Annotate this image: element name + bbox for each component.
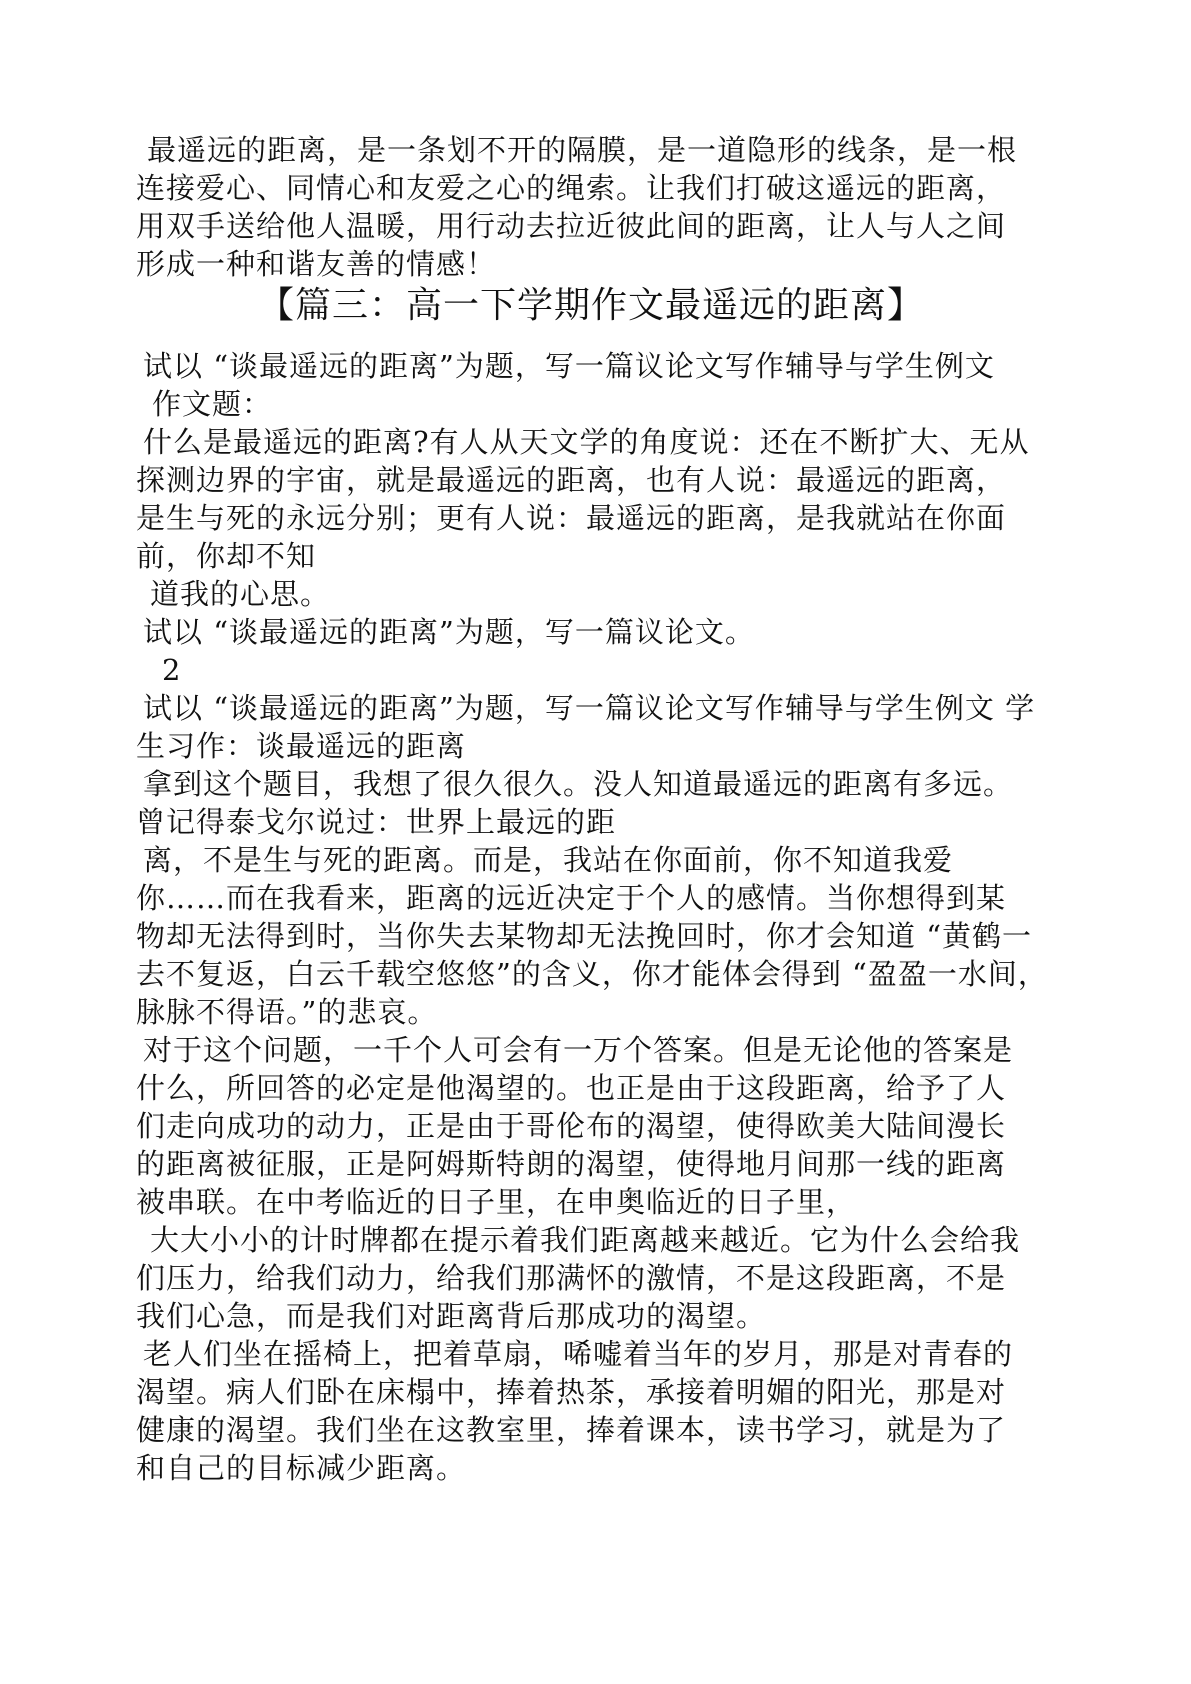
paragraph-line: 什么，所回答的必定是他渴望的。也正是由于这段距离，给予了人: [136, 1071, 1007, 1105]
paragraph-line: 老人们坐在摇椅上，把着草扇，唏嘘着当年的岁月，那是对青春的: [143, 1337, 1014, 1371]
paragraph-line: 物却无法得到时，当你失去某物却无法挽回时，你才会知道 “黄鹤一: [136, 919, 1033, 953]
paragraph-line: 们走向成功的动力，正是由于哥伦布的渴望，使得欧美大陆间漫长: [136, 1109, 1007, 1143]
paragraph-line: 什么是最遥远的距离?有人从天文学的角度说：还在不断扩大、无从: [143, 425, 1030, 459]
paragraph-line: 对于这个问题，一千个人可会有一万个答案。但是无论他的答案是: [143, 1033, 1014, 1067]
paragraph-line: 生习作：谈最遥远的距离: [136, 729, 467, 763]
paragraph-line: 拿到这个题目，我想了很久很久。没人知道最遥远的距离有多远。: [143, 767, 1014, 801]
paragraph-line: 是生与死的永远分别；更有人说：最遥远的距离，是我就站在你面: [136, 501, 1007, 535]
paragraph-line: 试以 “谈最遥远的距离”为题，写一篇议论文写作辅导与学生例文 学: [143, 691, 1036, 725]
page-number: 2: [162, 653, 182, 687]
paragraph-line: 被串联。在中考临近的日子里，在申奥临近的日子里，: [136, 1185, 857, 1219]
paragraph-line: 曾记得泰戈尔说过：世界上最远的距: [136, 805, 617, 839]
paragraph-line: 的距离被征服，正是阿姆斯特朗的渴望，使得地月间那一线的距离: [136, 1147, 1007, 1181]
paragraph-line: 去不复返，白云千载空悠悠”的含义，你才能体会得到 “盈盈一水间，: [136, 957, 1048, 991]
paragraph-line: 离，不是生与死的距离。而是，我站在你面前，你不知道我爱: [143, 843, 954, 877]
paragraph-line: 脉脉不得语。”的悲哀。: [136, 995, 438, 1029]
paragraph-line: 健康的渴望。我们坐在这教室里，捧着课本，读书学习，就是为了: [136, 1413, 1007, 1447]
paragraph-line: 渴望。病人们卧在床榻中，捧着热茶，承接着明媚的阳光，那是对: [136, 1375, 1007, 1409]
paragraph-line: 最遥远的距离，是一条划不开的隔膜，是一道隐形的线条，是一根: [147, 133, 1018, 167]
paragraph-line: 作文题：: [152, 387, 273, 421]
paragraph-line: 你……而在我看来，距离的远近决定于个人的感情。当你想得到某: [136, 881, 1007, 915]
paragraph-line: 道我的心思。: [150, 577, 331, 611]
paragraph-line: 试以 “谈最遥远的距离”为题，写一篇议论文写作辅导与学生例文: [143, 349, 995, 383]
paragraph-line: 和自己的目标减少距离。: [136, 1451, 467, 1485]
paragraph-line: 们压力，给我们动力，给我们那满怀的激情，不是这段距离，不是: [136, 1261, 1007, 1295]
paragraph-line: 探测边界的宇宙，就是最遥远的距离，也有人说：最遥远的距离，: [136, 463, 1007, 497]
paragraph-line: 试以 “谈最遥远的距离”为题，写一篇议论文。: [143, 615, 755, 649]
paragraph-line: 大大小小的计时牌都在提示着我们距离越来越近。它为什么会给我: [150, 1223, 1021, 1257]
paragraph-line: 我们心急，而是我们对距离背后那成功的渴望。: [136, 1299, 767, 1333]
paragraph-line: 形成一种和谐友善的情感！: [136, 247, 497, 281]
paragraph-line: 连接爱心、同情心和友爱之心的绳索。让我们打破这遥远的距离，: [136, 171, 1007, 205]
paragraph-line: 用双手送给他人温暖，用行动去拉近彼此间的距离，让人与人之间: [136, 209, 1007, 243]
section-heading: 【篇三：高一下学期作文最遥远的距离】: [258, 285, 925, 326]
paragraph-line: 前，你却不知: [136, 539, 317, 573]
